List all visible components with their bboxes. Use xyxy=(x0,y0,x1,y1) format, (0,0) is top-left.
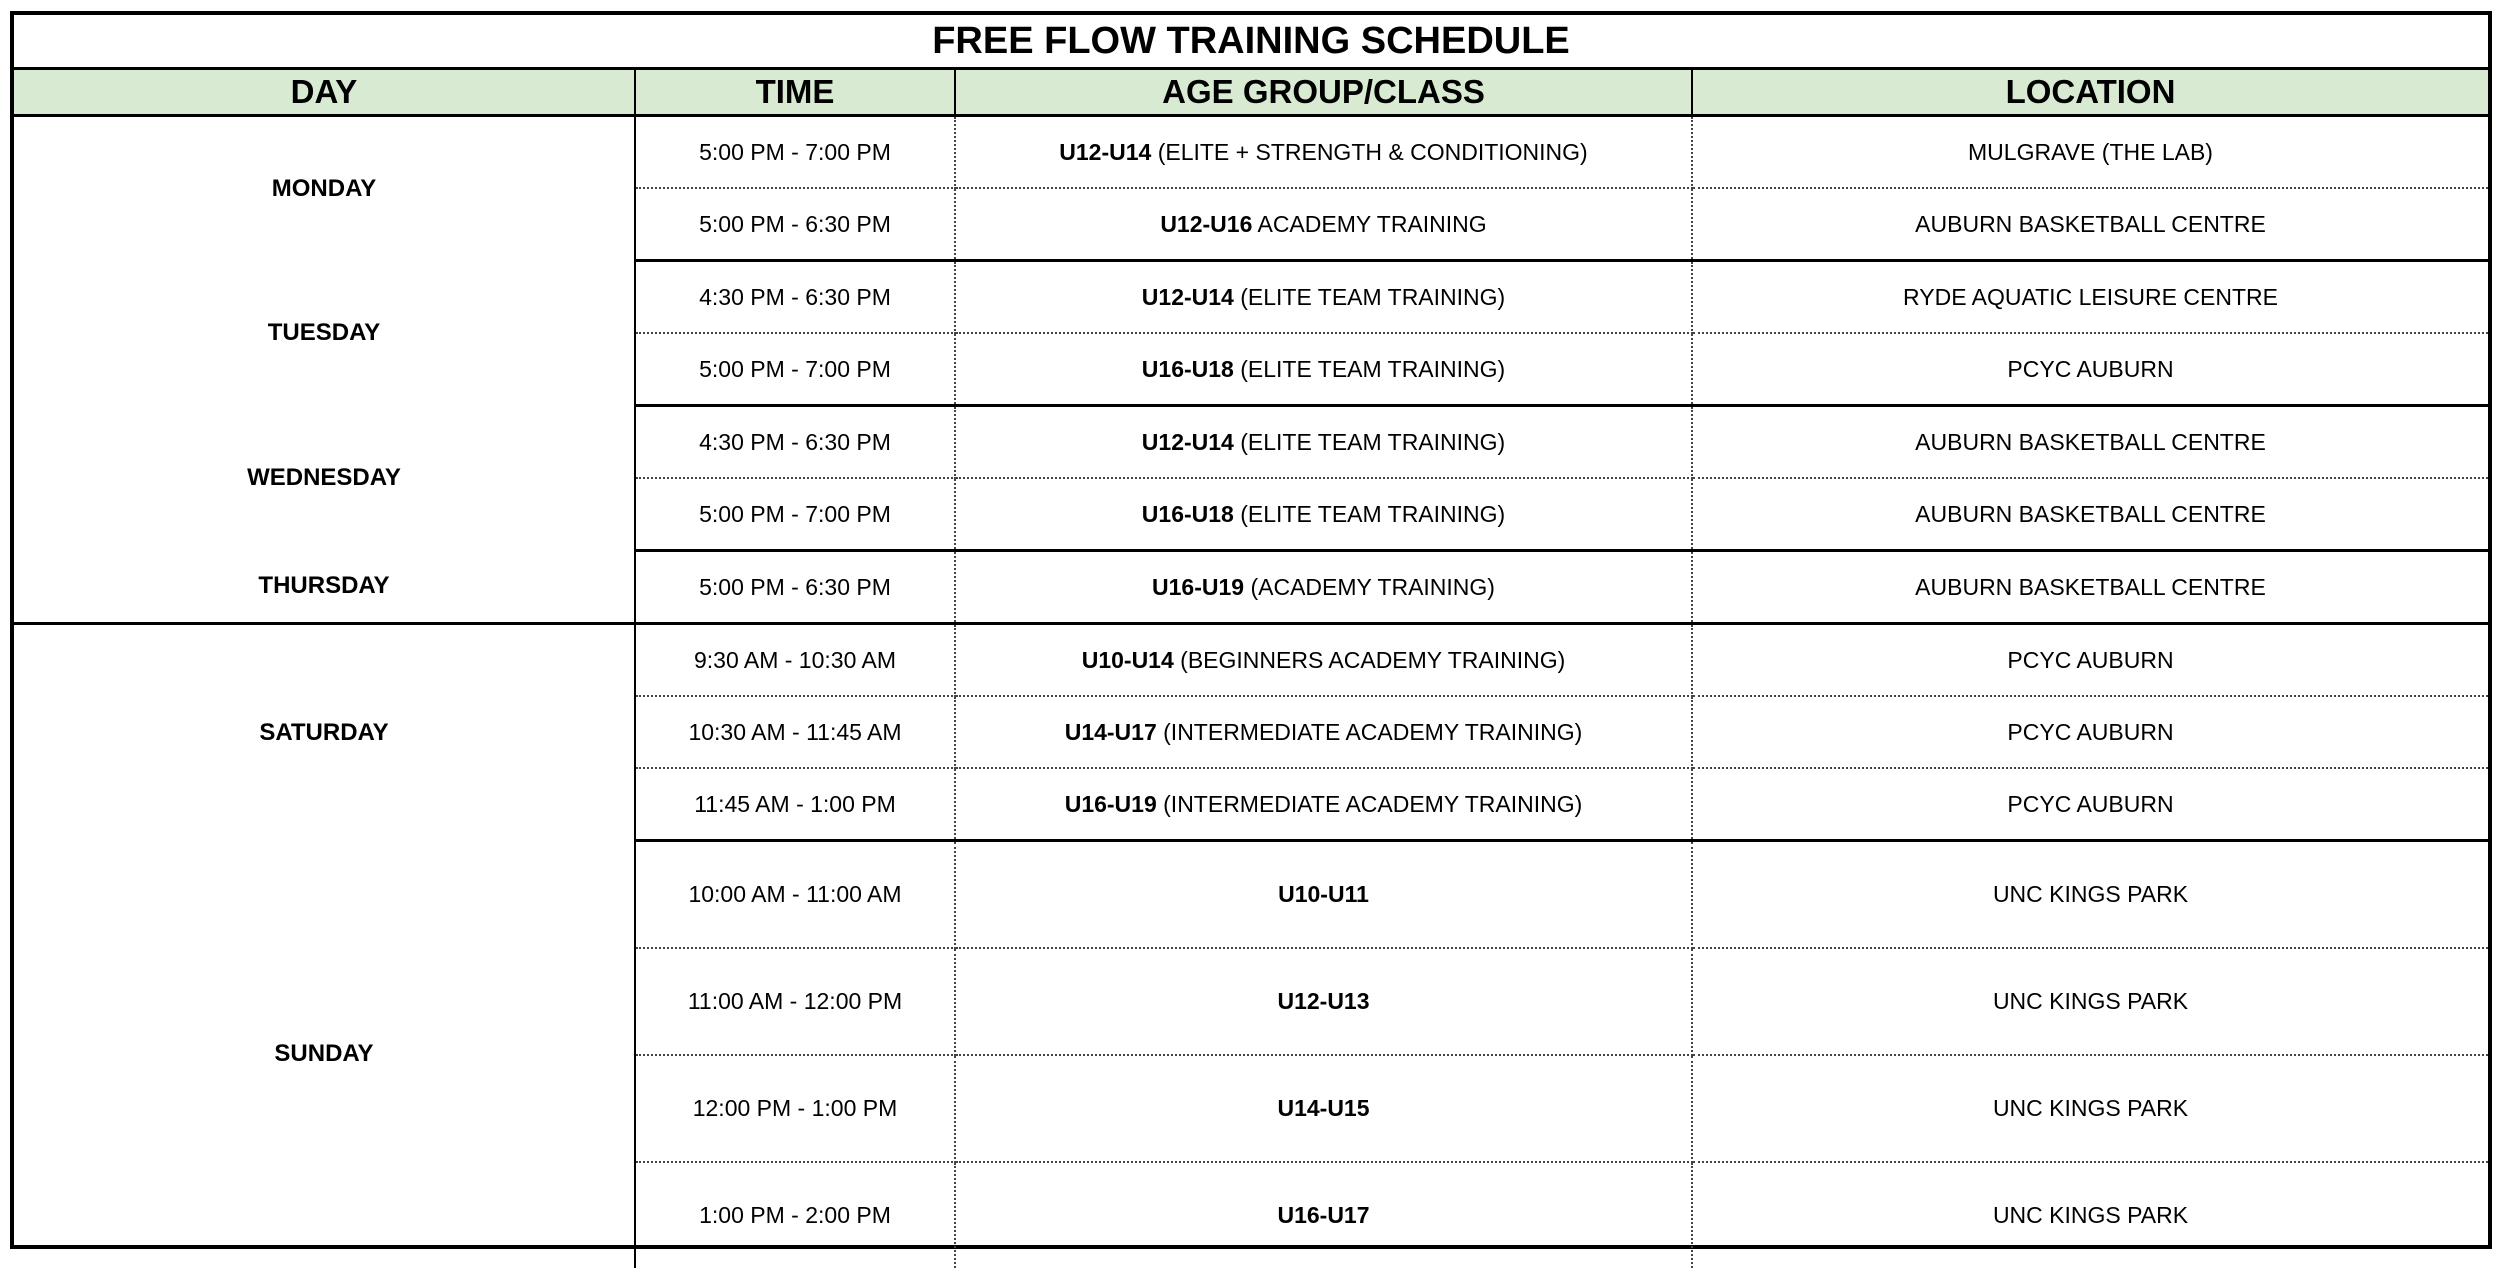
age-group-class-cell xyxy=(955,406,1692,479)
class-detail: (ELITE TEAM TRAINING) xyxy=(1234,356,1505,382)
age-group-label: U16-U18 xyxy=(1142,356,1234,382)
column-header-time: TIME xyxy=(635,69,955,116)
location-cell: AUBURN BASKETBALL CENTRE xyxy=(1692,188,2488,261)
schedule-row xyxy=(14,406,2488,479)
time-cell: 5:00 PM - 6:30 PM xyxy=(635,551,955,624)
time-cell: 12:00 PM - 1:00 PM xyxy=(635,1055,955,1162)
time-cell: 4:30 PM - 6:30 PM xyxy=(635,406,955,479)
location-cell: PCYC AUBURN xyxy=(1692,624,2488,697)
class-detail: ACADEMY TRAINING xyxy=(1252,211,1486,237)
column-header-day: DAY xyxy=(14,69,635,116)
location-cell: PCYC AUBURN xyxy=(1692,768,2488,841)
time-cell: 11:45 AM - 1:00 PM xyxy=(635,768,955,841)
age-group-label: U12-U16 xyxy=(1160,211,1252,237)
location-cell: AUBURN BASKETBALL CENTRE xyxy=(1692,551,2488,624)
age-group-class-cell xyxy=(955,188,1692,261)
age-group-class-cell xyxy=(955,551,1692,624)
age-group-label: U10-U11 xyxy=(1278,881,1369,907)
time-cell: 5:00 PM - 6:30 PM xyxy=(635,188,955,261)
schedule-title: FREE FLOW TRAINING SCHEDULE xyxy=(14,15,2488,69)
day-cell: WEDNESDAY xyxy=(14,406,635,551)
age-group-label: U16-U18 xyxy=(1142,501,1234,527)
header-row xyxy=(14,69,2488,116)
age-group-label: U12-U14 xyxy=(1059,139,1151,165)
day-cell: TUESDAY xyxy=(14,261,635,406)
location-cell: PCYC AUBURN xyxy=(1692,333,2488,406)
class-detail: (BEGINNERS ACADEMY TRAINING) xyxy=(1174,647,1566,673)
day-cell: THURSDAY xyxy=(14,551,635,624)
age-group-class-cell xyxy=(955,1162,1692,1268)
schedule-row xyxy=(14,551,2488,624)
age-group-label: U12-U13 xyxy=(1277,988,1369,1014)
time-cell: 11:00 AM - 12:00 PM xyxy=(635,948,955,1055)
location-cell: UNC KINGS PARK xyxy=(1692,948,2488,1055)
location-cell: AUBURN BASKETBALL CENTRE xyxy=(1692,406,2488,479)
age-group-label: U14-U15 xyxy=(1277,1095,1369,1121)
time-cell: 4:30 PM - 6:30 PM xyxy=(635,261,955,334)
age-group-class-cell xyxy=(955,696,1692,768)
class-detail: (INTERMEDIATE ACADEMY TRAINING) xyxy=(1157,791,1583,817)
time-cell: 10:30 AM - 11:45 AM xyxy=(635,696,955,768)
time-cell: 5:00 PM - 7:00 PM xyxy=(635,478,955,551)
schedule-row xyxy=(14,841,2488,949)
time-cell: 9:30 AM - 10:30 AM xyxy=(635,624,955,697)
class-detail: (ELITE + STRENGTH & CONDITIONING) xyxy=(1151,139,1587,165)
class-detail: (ELITE TEAM TRAINING) xyxy=(1234,284,1505,310)
age-group-class-cell xyxy=(955,948,1692,1055)
schedule-body xyxy=(14,116,2488,1268)
age-group-label: U14-U17 xyxy=(1065,719,1157,745)
time-cell: 10:00 AM - 11:00 AM xyxy=(635,841,955,949)
location-cell: UNC KINGS PARK xyxy=(1692,1055,2488,1162)
schedule-row xyxy=(14,261,2488,334)
time-cell: 5:00 PM - 7:00 PM xyxy=(635,116,955,189)
age-group-label: U16-U17 xyxy=(1277,1202,1369,1228)
age-group-label: U10-U14 xyxy=(1082,647,1174,673)
time-cell: 5:00 PM - 7:00 PM xyxy=(635,333,955,406)
age-group-label: U16-U19 xyxy=(1065,791,1157,817)
class-detail: (ACADEMY TRAINING) xyxy=(1244,574,1495,600)
age-group-class-cell xyxy=(955,116,1692,189)
age-group-class-cell xyxy=(955,333,1692,406)
age-group-class-cell xyxy=(955,261,1692,334)
schedule-row xyxy=(14,624,2488,697)
age-group-class-cell xyxy=(955,768,1692,841)
age-group-class-cell xyxy=(955,841,1692,949)
class-detail: (ELITE TEAM TRAINING) xyxy=(1234,501,1505,527)
day-cell: SUNDAY xyxy=(14,841,635,1268)
location-cell: UNC KINGS PARK xyxy=(1692,841,2488,949)
age-group-class-cell xyxy=(955,478,1692,551)
class-detail: (ELITE TEAM TRAINING) xyxy=(1234,429,1505,455)
column-header-age-group-class: AGE GROUP/CLASS xyxy=(955,69,1692,116)
schedule-table xyxy=(14,15,2488,1268)
age-group-label: U12-U14 xyxy=(1142,284,1234,310)
location-cell: AUBURN BASKETBALL CENTRE xyxy=(1692,478,2488,551)
time-cell: 1:00 PM - 2:00 PM xyxy=(635,1162,955,1268)
location-cell: RYDE AQUATIC LEISURE CENTRE xyxy=(1692,261,2488,334)
location-cell: UNC KINGS PARK xyxy=(1692,1162,2488,1268)
column-header-location: LOCATION xyxy=(1692,69,2488,116)
age-group-class-cell xyxy=(955,624,1692,697)
schedule-row xyxy=(14,116,2488,189)
day-cell: MONDAY xyxy=(14,116,635,261)
age-group-label: U12-U14 xyxy=(1142,429,1234,455)
age-group-label: U16-U19 xyxy=(1152,574,1244,600)
class-detail: (INTERMEDIATE ACADEMY TRAINING) xyxy=(1157,719,1583,745)
location-cell: MULGRAVE (THE LAB) xyxy=(1692,116,2488,189)
location-cell: PCYC AUBURN xyxy=(1692,696,2488,768)
age-group-class-cell xyxy=(955,1055,1692,1162)
schedule-sheet xyxy=(10,11,2492,1249)
day-cell: SATURDAY xyxy=(14,624,635,841)
